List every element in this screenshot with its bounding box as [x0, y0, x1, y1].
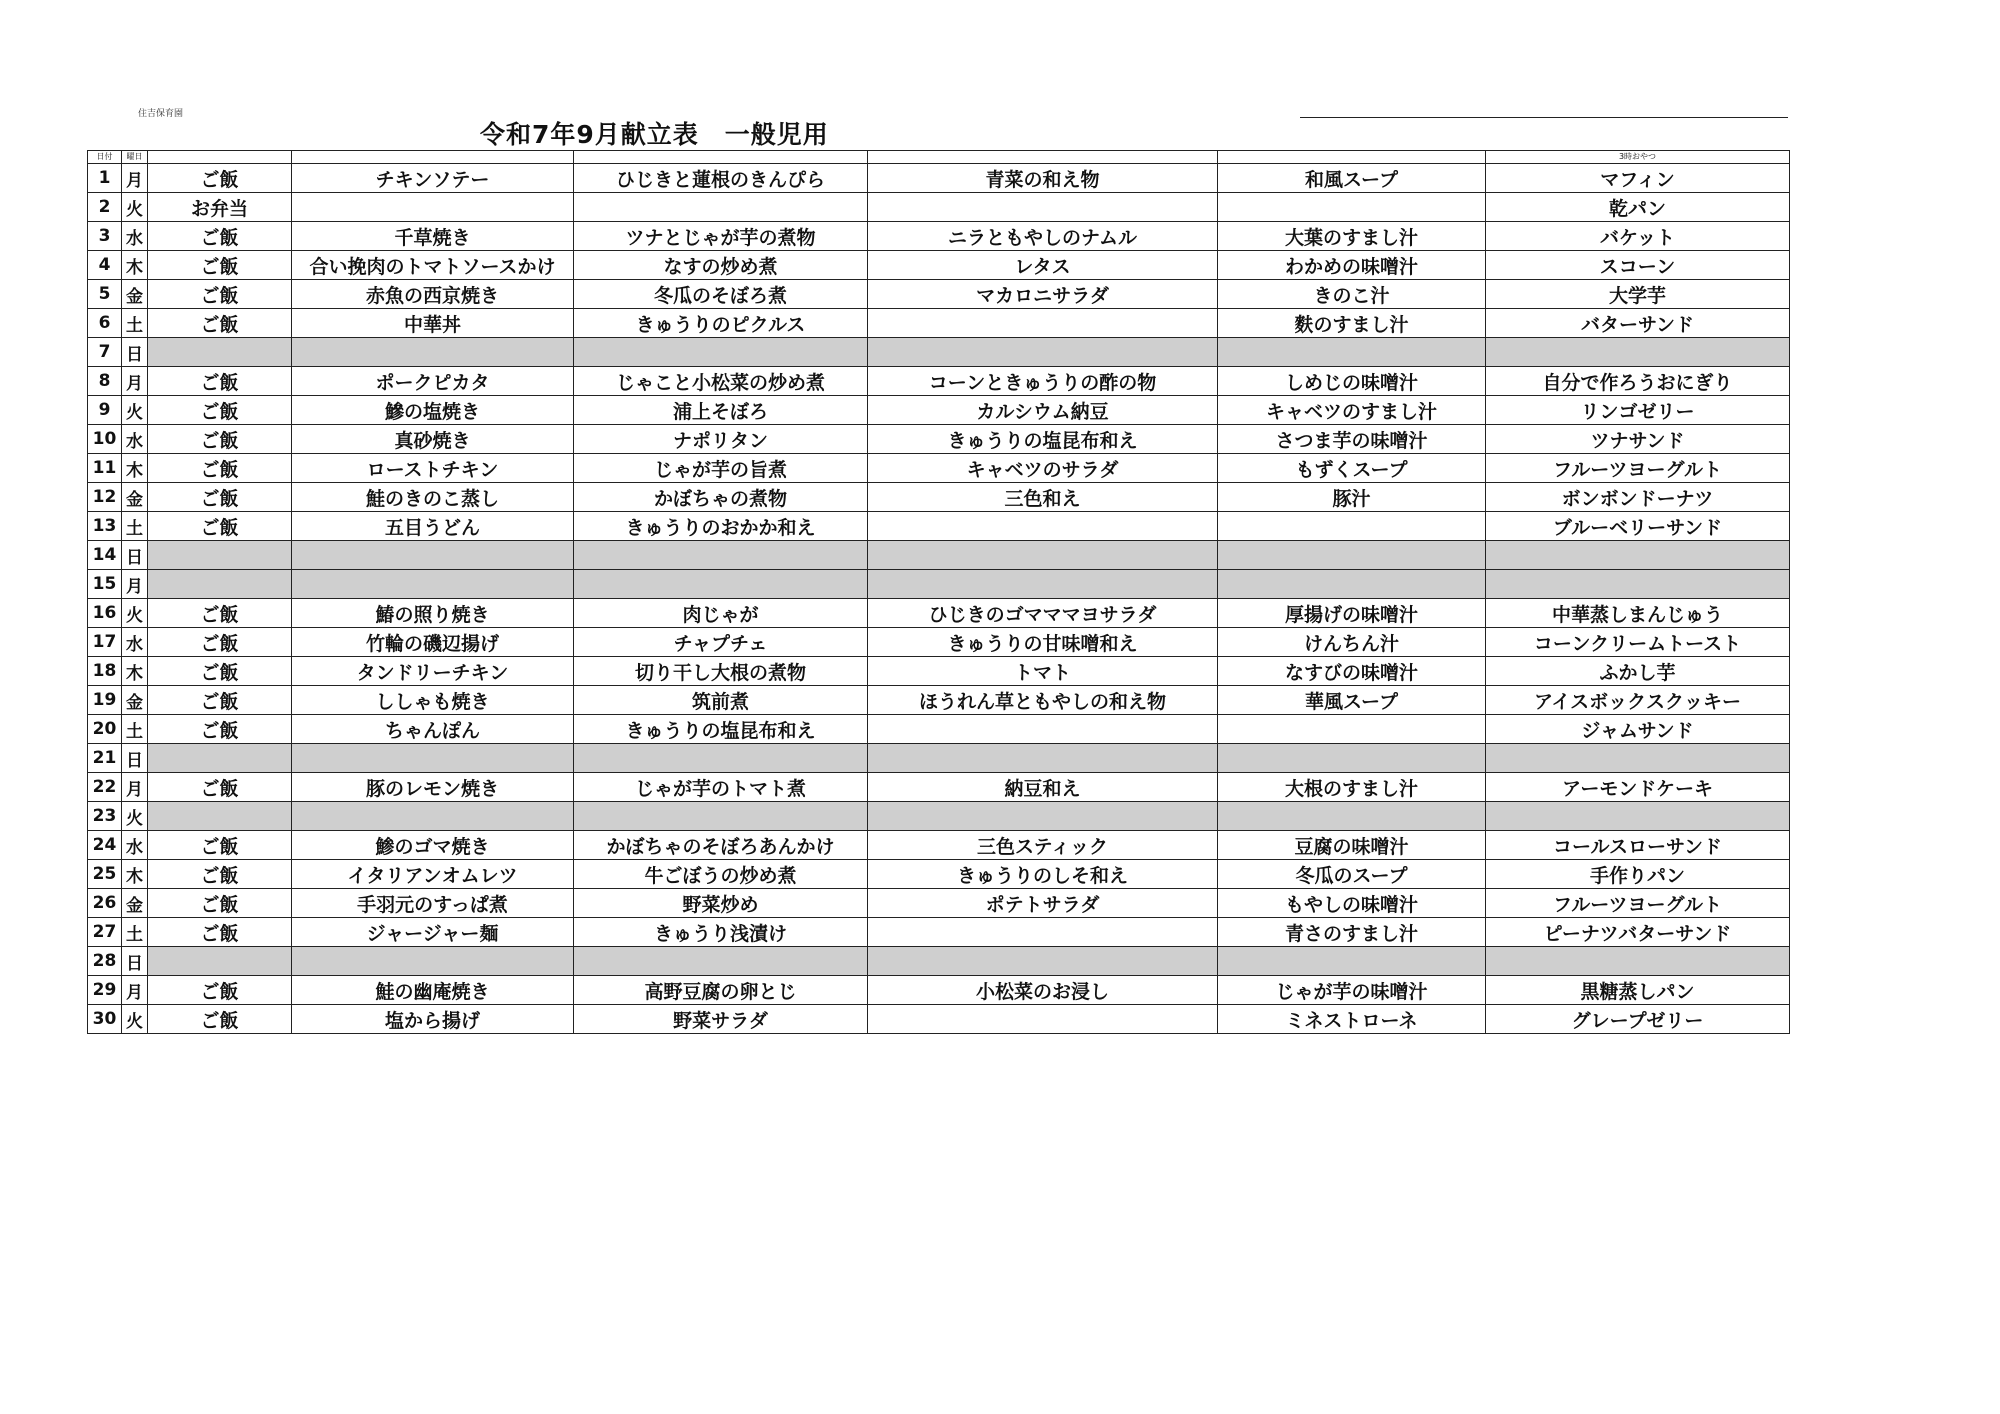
snack-cell: ジャムサンド	[1486, 715, 1790, 744]
side-dish-cell: 牛ごぼうの炒め煮	[574, 860, 868, 889]
soup-cell: ミネストローネ	[1218, 1005, 1486, 1034]
side-dish-2-cell	[868, 918, 1218, 947]
weekday-cell: 火	[122, 193, 148, 222]
snack-cell: バターサンド	[1486, 309, 1790, 338]
main-dish-cell	[292, 193, 574, 222]
snack-cell: ツナサンド	[1486, 425, 1790, 454]
snack-cell: フルーツヨーグルト	[1486, 454, 1790, 483]
snack-cell: 自分で作ろうおにぎり	[1486, 367, 1790, 396]
day-cell: 21	[88, 744, 122, 773]
snack-cell: 手作りパン	[1486, 860, 1790, 889]
table-row	[88, 193, 1790, 222]
day-cell: 20	[88, 715, 122, 744]
weekday-cell: 日	[122, 338, 148, 367]
main-dish-cell: 手羽元のすっぱ煮	[292, 889, 574, 918]
day-cell: 14	[88, 541, 122, 570]
table-row	[88, 338, 1790, 367]
main-dish-cell: 千草焼き	[292, 222, 574, 251]
side-dish-cell: ひじきと蓮根のきんぴら	[574, 164, 868, 193]
side-dish-cell: かぼちゃのそぼろあんかけ	[574, 831, 868, 860]
soup-cell	[1218, 193, 1486, 222]
side-dish-cell: 野菜サラダ	[574, 1005, 868, 1034]
day-cell: 25	[88, 860, 122, 889]
main-dish-cell: 鰆の照り焼き	[292, 599, 574, 628]
day-cell: 3	[88, 222, 122, 251]
main-dish-cell: ローストチキン	[292, 454, 574, 483]
day-cell: 8	[88, 367, 122, 396]
main-dish-cell: ちゃんぽん	[292, 715, 574, 744]
snack-cell	[1486, 802, 1790, 831]
soup-cell: 豆腐の味噌汁	[1218, 831, 1486, 860]
snack-cell: フルーツヨーグルト	[1486, 889, 1790, 918]
side-dish-2-cell: マカロニサラダ	[868, 280, 1218, 309]
weekday-cell: 日	[122, 947, 148, 976]
soup-cell: 和風スープ	[1218, 164, 1486, 193]
soup-cell: もずくスープ	[1218, 454, 1486, 483]
header-weekday: 曜日	[122, 151, 148, 164]
day-cell: 17	[88, 628, 122, 657]
snack-cell	[1486, 744, 1790, 773]
side-dish-2-cell	[868, 541, 1218, 570]
table-row	[88, 222, 1790, 251]
page-title: 令和7年9月献立表 一般児用	[480, 120, 829, 149]
side-dish-2-cell: キャベツのサラダ	[868, 454, 1218, 483]
school-name: 住吉保育園	[138, 109, 184, 119]
side-dish-cell: 冬瓜のそぼろ煮	[574, 280, 868, 309]
snack-cell	[1486, 541, 1790, 570]
weekday-cell: 水	[122, 222, 148, 251]
staple-cell: ご飯	[148, 831, 292, 860]
staple-cell: ご飯	[148, 686, 292, 715]
main-dish-cell: タンドリーチキン	[292, 657, 574, 686]
side-dish-2-cell	[868, 947, 1218, 976]
soup-cell	[1218, 744, 1486, 773]
table-row	[88, 541, 1790, 570]
day-cell: 7	[88, 338, 122, 367]
snack-cell	[1486, 338, 1790, 367]
soup-cell: 豚汁	[1218, 483, 1486, 512]
weekday-cell: 金	[122, 686, 148, 715]
table-row	[88, 570, 1790, 599]
main-dish-cell: 塩から揚げ	[292, 1005, 574, 1034]
side-dish-2-cell: きゅうりのしそ和え	[868, 860, 1218, 889]
staple-cell: ご飯	[148, 599, 292, 628]
snack-cell: コーンクリームトースト	[1486, 628, 1790, 657]
side-dish-2-cell: ほうれん草ともやしの和え物	[868, 686, 1218, 715]
side-dish-2-cell	[868, 744, 1218, 773]
table-row	[88, 1005, 1790, 1034]
soup-cell: 厚揚げの味噌汁	[1218, 599, 1486, 628]
side-dish-cell: なすの炒め煮	[574, 251, 868, 280]
day-cell: 12	[88, 483, 122, 512]
soup-cell: 華風スープ	[1218, 686, 1486, 715]
snack-cell: スコーン	[1486, 251, 1790, 280]
main-dish-cell: ジャージャー麺	[292, 918, 574, 947]
snack-cell	[1486, 947, 1790, 976]
table-row	[88, 164, 1790, 193]
weekday-cell: 金	[122, 483, 148, 512]
snack-cell: ブルーベリーサンド	[1486, 512, 1790, 541]
side-dish-2-cell: レタス	[868, 251, 1218, 280]
side-dish-2-cell: ニラともやしのナムル	[868, 222, 1218, 251]
table-row	[88, 657, 1790, 686]
weekday-cell: 木	[122, 251, 148, 280]
weekday-cell: 月	[122, 570, 148, 599]
weekday-cell: 木	[122, 657, 148, 686]
staple-cell	[148, 570, 292, 599]
day-cell: 13	[88, 512, 122, 541]
staple-cell: ご飯	[148, 860, 292, 889]
side-dish-2-cell: ポテトサラダ	[868, 889, 1218, 918]
side-dish-cell	[574, 802, 868, 831]
staple-cell	[148, 541, 292, 570]
main-dish-cell	[292, 802, 574, 831]
table-row	[88, 715, 1790, 744]
table-row	[88, 802, 1790, 831]
table-row	[88, 831, 1790, 860]
side-dish-2-cell: トマト	[868, 657, 1218, 686]
snack-cell: グレープゼリー	[1486, 1005, 1790, 1034]
soup-cell	[1218, 947, 1486, 976]
staple-cell	[148, 947, 292, 976]
side-dish-2-cell: きゅうりの甘味噌和え	[868, 628, 1218, 657]
day-cell: 10	[88, 425, 122, 454]
table-row	[88, 599, 1790, 628]
soup-cell: 麩のすまし汁	[1218, 309, 1486, 338]
soup-cell	[1218, 570, 1486, 599]
staple-cell: ご飯	[148, 918, 292, 947]
header-side2	[868, 151, 1218, 164]
side-dish-cell	[574, 338, 868, 367]
soup-cell	[1218, 338, 1486, 367]
side-dish-2-cell	[868, 1005, 1218, 1034]
staple-cell: ご飯	[148, 657, 292, 686]
side-dish-2-cell: きゅうりの塩昆布和え	[868, 425, 1218, 454]
table-row	[88, 860, 1790, 889]
day-cell: 26	[88, 889, 122, 918]
day-cell: 5	[88, 280, 122, 309]
side-dish-cell	[574, 744, 868, 773]
header-side1	[574, 151, 868, 164]
snack-cell: ピーナツバターサンド	[1486, 918, 1790, 947]
main-dish-cell: ししゃも焼き	[292, 686, 574, 715]
main-dish-cell: 合い挽肉のトマトソースかけ	[292, 251, 574, 280]
snack-cell: アイスボックスクッキー	[1486, 686, 1790, 715]
soup-cell: キャベツのすまし汁	[1218, 396, 1486, 425]
side-dish-cell: じゃが芋の旨煮	[574, 454, 868, 483]
weekday-cell: 水	[122, 425, 148, 454]
table-row	[88, 367, 1790, 396]
side-dish-2-cell: ひじきのゴマママヨサラダ	[868, 599, 1218, 628]
table-row	[88, 251, 1790, 280]
staple-cell: ご飯	[148, 280, 292, 309]
main-dish-cell: 中華丼	[292, 309, 574, 338]
snack-cell	[1486, 570, 1790, 599]
side-dish-2-cell: 三色和え	[868, 483, 1218, 512]
weekday-cell: 金	[122, 889, 148, 918]
weekday-cell: 水	[122, 831, 148, 860]
staple-cell: ご飯	[148, 309, 292, 338]
main-dish-cell	[292, 744, 574, 773]
side-dish-cell: きゅうりの塩昆布和え	[574, 715, 868, 744]
snack-cell: 中華蒸しまんじゅう	[1486, 599, 1790, 628]
menu-table	[87, 150, 1790, 1034]
day-cell: 15	[88, 570, 122, 599]
weekday-cell: 火	[122, 1005, 148, 1034]
side-dish-2-cell: 青菜の和え物	[868, 164, 1218, 193]
side-dish-cell	[574, 570, 868, 599]
day-cell: 30	[88, 1005, 122, 1034]
staple-cell: ご飯	[148, 367, 292, 396]
day-cell: 27	[88, 918, 122, 947]
header-day: 日付	[88, 151, 122, 164]
main-dish-cell: 赤魚の西京焼き	[292, 280, 574, 309]
side-dish-2-cell	[868, 309, 1218, 338]
side-dish-2-cell	[868, 802, 1218, 831]
side-dish-2-cell	[868, 338, 1218, 367]
side-dish-cell	[574, 947, 868, 976]
soup-cell: きのこ汁	[1218, 280, 1486, 309]
side-dish-2-cell	[868, 193, 1218, 222]
snack-cell: マフィン	[1486, 164, 1790, 193]
soup-cell: けんちん汁	[1218, 628, 1486, 657]
soup-cell: 冬瓜のスープ	[1218, 860, 1486, 889]
side-dish-cell: 肉じゃが	[574, 599, 868, 628]
name-write-line	[1300, 117, 1788, 118]
staple-cell: ご飯	[148, 425, 292, 454]
header-main	[292, 151, 574, 164]
day-cell: 11	[88, 454, 122, 483]
staple-cell: ご飯	[148, 512, 292, 541]
staple-cell: ご飯	[148, 889, 292, 918]
soup-cell: 大根のすまし汁	[1218, 773, 1486, 802]
day-cell: 6	[88, 309, 122, 338]
side-dish-cell: きゅうりのおかか和え	[574, 512, 868, 541]
soup-cell: もやしの味噌汁	[1218, 889, 1486, 918]
main-dish-cell: 五目うどん	[292, 512, 574, 541]
side-dish-cell: 筑前煮	[574, 686, 868, 715]
table-row	[88, 454, 1790, 483]
table-row	[88, 483, 1790, 512]
weekday-cell: 月	[122, 367, 148, 396]
day-cell: 19	[88, 686, 122, 715]
snack-cell: ふかし芋	[1486, 657, 1790, 686]
staple-cell: ご飯	[148, 164, 292, 193]
soup-cell	[1218, 541, 1486, 570]
weekday-cell: 土	[122, 512, 148, 541]
day-cell: 28	[88, 947, 122, 976]
weekday-cell: 金	[122, 280, 148, 309]
staple-cell: ご飯	[148, 251, 292, 280]
day-cell: 1	[88, 164, 122, 193]
side-dish-2-cell: 納豆和え	[868, 773, 1218, 802]
side-dish-cell: かぼちゃの煮物	[574, 483, 868, 512]
table-row	[88, 628, 1790, 657]
main-dish-cell	[292, 541, 574, 570]
header-snack: 3時おやつ	[1486, 151, 1790, 164]
side-dish-2-cell	[868, 715, 1218, 744]
side-dish-2-cell: コーンときゅうりの酢の物	[868, 367, 1218, 396]
weekday-cell: 月	[122, 976, 148, 1005]
table-row	[88, 280, 1790, 309]
weekday-cell: 火	[122, 599, 148, 628]
main-dish-cell: 鯵のゴマ焼き	[292, 831, 574, 860]
day-cell: 18	[88, 657, 122, 686]
side-dish-2-cell	[868, 570, 1218, 599]
soup-cell: 大葉のすまし汁	[1218, 222, 1486, 251]
table-row	[88, 976, 1790, 1005]
weekday-cell: 日	[122, 541, 148, 570]
snack-cell: コールスローサンド	[1486, 831, 1790, 860]
staple-cell: お弁当	[148, 193, 292, 222]
staple-cell	[148, 338, 292, 367]
side-dish-cell: ナポリタン	[574, 425, 868, 454]
weekday-cell: 火	[122, 802, 148, 831]
side-dish-cell: きゅうり浅漬け	[574, 918, 868, 947]
side-dish-cell: きゅうりのピクルス	[574, 309, 868, 338]
soup-cell	[1218, 512, 1486, 541]
soup-cell	[1218, 802, 1486, 831]
main-dish-cell: 豚のレモン焼き	[292, 773, 574, 802]
soup-cell: わかめの味噌汁	[1218, 251, 1486, 280]
weekday-cell: 木	[122, 454, 148, 483]
soup-cell: じゃが芋の味噌汁	[1218, 976, 1486, 1005]
main-dish-cell: 鮭の幽庵焼き	[292, 976, 574, 1005]
main-dish-cell: イタリアンオムレツ	[292, 860, 574, 889]
main-dish-cell: 竹輪の磯辺揚げ	[292, 628, 574, 657]
side-dish-cell: 切り干し大根の煮物	[574, 657, 868, 686]
day-cell: 24	[88, 831, 122, 860]
staple-cell	[148, 744, 292, 773]
soup-cell: なすびの味噌汁	[1218, 657, 1486, 686]
main-dish-cell	[292, 947, 574, 976]
side-dish-cell: 野菜炒め	[574, 889, 868, 918]
table-row	[88, 773, 1790, 802]
main-dish-cell: チキンソテー	[292, 164, 574, 193]
weekday-cell: 木	[122, 860, 148, 889]
main-dish-cell	[292, 338, 574, 367]
side-dish-cell: ツナとじゃが芋の煮物	[574, 222, 868, 251]
snack-cell: ボンボンドーナツ	[1486, 483, 1790, 512]
day-cell: 4	[88, 251, 122, 280]
side-dish-cell: じゃこと小松菜の炒め煮	[574, 367, 868, 396]
staple-cell: ご飯	[148, 483, 292, 512]
day-cell: 29	[88, 976, 122, 1005]
table-row	[88, 889, 1790, 918]
side-dish-cell: じゃが芋のトマト煮	[574, 773, 868, 802]
table-row	[88, 309, 1790, 338]
day-cell: 16	[88, 599, 122, 628]
main-dish-cell: 鰺の塩焼き	[292, 396, 574, 425]
staple-cell: ご飯	[148, 715, 292, 744]
weekday-cell: 土	[122, 918, 148, 947]
header-soup	[1218, 151, 1486, 164]
weekday-cell: 月	[122, 164, 148, 193]
soup-cell: さつま芋の味噌汁	[1218, 425, 1486, 454]
weekday-cell: 火	[122, 396, 148, 425]
side-dish-2-cell: 三色スティック	[868, 831, 1218, 860]
side-dish-cell: 高野豆腐の卵とじ	[574, 976, 868, 1005]
side-dish-2-cell	[868, 512, 1218, 541]
table-row	[88, 918, 1790, 947]
main-dish-cell: 真砂焼き	[292, 425, 574, 454]
side-dish-2-cell: 小松菜のお浸し	[868, 976, 1218, 1005]
weekday-cell: 水	[122, 628, 148, 657]
snack-cell: リンゴゼリー	[1486, 396, 1790, 425]
side-dish-cell	[574, 541, 868, 570]
table-header-row	[88, 151, 1790, 164]
weekday-cell: 土	[122, 715, 148, 744]
snack-cell: 乾パン	[1486, 193, 1790, 222]
soup-cell: 青さのすまし汁	[1218, 918, 1486, 947]
day-cell: 2	[88, 193, 122, 222]
table-row	[88, 947, 1790, 976]
snack-cell: アーモンドケーキ	[1486, 773, 1790, 802]
side-dish-cell: 浦上そぼろ	[574, 396, 868, 425]
staple-cell	[148, 802, 292, 831]
staple-cell: ご飯	[148, 222, 292, 251]
side-dish-cell	[574, 193, 868, 222]
day-cell: 9	[88, 396, 122, 425]
staple-cell: ご飯	[148, 773, 292, 802]
table-row	[88, 686, 1790, 715]
soup-cell: しめじの味噌汁	[1218, 367, 1486, 396]
staple-cell: ご飯	[148, 454, 292, 483]
table-row	[88, 744, 1790, 773]
table-row	[88, 396, 1790, 425]
day-cell: 23	[88, 802, 122, 831]
weekday-cell: 土	[122, 309, 148, 338]
main-dish-cell	[292, 570, 574, 599]
snack-cell: バケット	[1486, 222, 1790, 251]
staple-cell: ご飯	[148, 1005, 292, 1034]
soup-cell	[1218, 715, 1486, 744]
snack-cell: 黒糖蒸しパン	[1486, 976, 1790, 1005]
table-row	[88, 512, 1790, 541]
main-dish-cell: ポークピカタ	[292, 367, 574, 396]
staple-cell: ご飯	[148, 628, 292, 657]
staple-cell: ご飯	[148, 976, 292, 1005]
side-dish-cell: チャプチェ	[574, 628, 868, 657]
weekday-cell: 月	[122, 773, 148, 802]
day-cell: 22	[88, 773, 122, 802]
header-staple	[148, 151, 292, 164]
menu-body	[88, 164, 1790, 1034]
snack-cell: 大学芋	[1486, 280, 1790, 309]
staple-cell: ご飯	[148, 396, 292, 425]
side-dish-2-cell: カルシウム納豆	[868, 396, 1218, 425]
weekday-cell: 日	[122, 744, 148, 773]
table-row	[88, 425, 1790, 454]
main-dish-cell: 鮭のきのこ蒸し	[292, 483, 574, 512]
